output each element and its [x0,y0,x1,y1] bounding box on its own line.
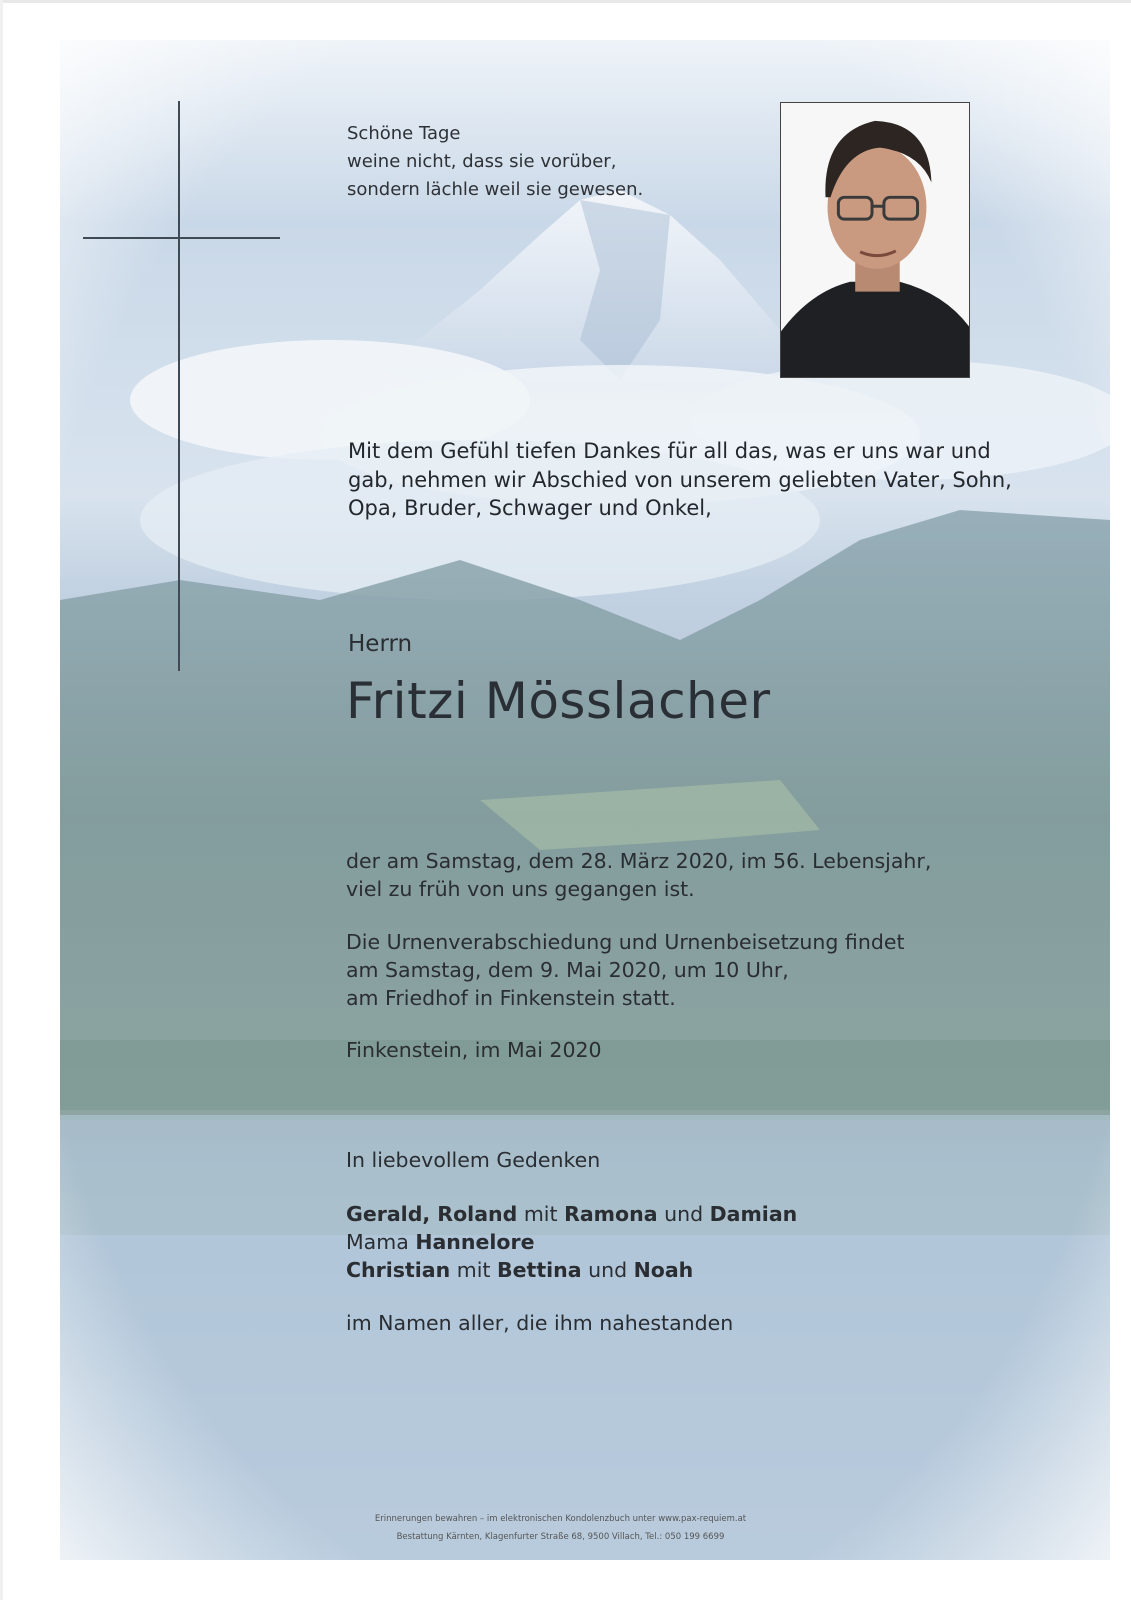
connector: mit [517,1202,565,1226]
footer-condolence-note: Erinnerungen bewahren – im elektronischen Kondolenzbuch unter www.pax-requiem.at [374,1514,747,1524]
connector: mit [450,1258,497,1282]
verse-line: weine nicht, dass sie vorüber, [347,151,617,172]
deceased-portrait-photo [780,102,970,378]
farewell-intro [348,437,1012,523]
deceased-name: Fritzi Mösslacher [346,672,771,730]
footer-funeral-home: Bestattung Kärnten, Klagenfurter Straße 68, 9500 Villach, Tel.: 050 199 6699 [396,1532,725,1542]
mourners-line [346,1200,797,1228]
death-notice [346,847,931,903]
scan-edge [0,0,1131,3]
connector: und [581,1258,634,1282]
salutation: Herrn [348,631,413,657]
cross-icon-bar [83,237,280,239]
ceremony-line: am Samstag, dem 9. Mai 2020, um 10 Uhr, [346,958,789,982]
verse-line: sondern lächle weil sie gewesen. [347,179,644,200]
intro-line: gab, nehmen wir Abschied von unserem geliebten Vater, Sohn, [348,467,1012,492]
in-memory-line: In liebevollem Gedenken [346,1148,601,1172]
mourner-name: Ramona [564,1202,658,1226]
mourner-name: Christian [346,1258,451,1282]
intro-line: Opa, Bruder, Schwager und Onkel, [348,496,712,520]
ceremony-line: Die Urnenverabschiedung und Urnenbeisetzung findet [346,930,905,954]
place-date: Finkenstein, im Mai 2020 [346,1038,602,1062]
connector: Mama [346,1230,416,1254]
ceremony-line: am Friedhof in Finkenstein statt. [346,986,676,1010]
intro-line: Mit dem Gefühl tiefen Dankes für all das, was er uns war und [348,439,991,463]
death-line: viel zu früh von uns gegangen ist. [346,877,695,901]
scan-edge [0,0,3,1600]
mourner-name: Noah [633,1258,694,1282]
mourner-name: Hannelore [415,1230,535,1254]
mourner-name: Damian [709,1202,798,1226]
cross-icon [178,101,180,671]
closing-line: im Namen aller, die ihm nahestanden [346,1311,734,1335]
memorial-verse [347,120,643,204]
mourners-line [346,1228,797,1256]
ceremony-details [346,928,905,1012]
verse-line: Schöne Tage [347,123,461,144]
death-line: der am Samstag, dem 28. März 2020, im 56. Lebensjahr, [346,849,932,873]
mourner-name: Bettina [496,1258,582,1282]
mourners-list [346,1200,797,1284]
mourners-line [346,1256,797,1284]
mourner-name: Gerald, Roland [346,1202,518,1226]
connector: und [657,1202,710,1226]
